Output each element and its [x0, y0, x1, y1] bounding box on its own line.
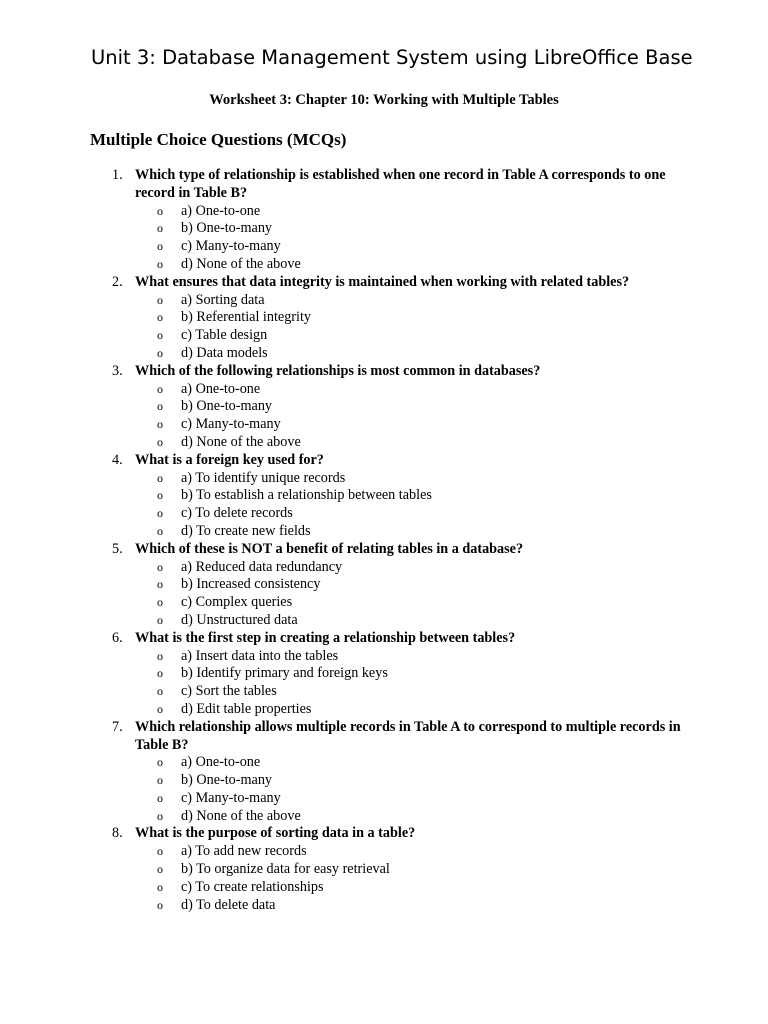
- circle-bullet-icon: o: [157, 417, 163, 432]
- option-item: [0, 505, 768, 523]
- question-text: What ensures that data integrity is maintained when working with related tables?: [135, 273, 630, 290]
- option-item: [0, 523, 768, 541]
- circle-bullet-icon: o: [157, 844, 163, 859]
- option-text: d) None of the above: [181, 807, 301, 824]
- circle-bullet-icon: o: [157, 292, 163, 307]
- option-item: [0, 416, 768, 434]
- circle-bullet-icon: o: [157, 773, 163, 788]
- circle-bullet-icon: o: [157, 523, 163, 538]
- option-item: [0, 843, 768, 861]
- question-text: Which relationship allows multiple records in Table A to correspond to multiple records in Table B?: [135, 718, 681, 753]
- question-number: 8.: [112, 825, 123, 842]
- option-text: a) One-to-one: [181, 380, 261, 397]
- option-item: [0, 772, 768, 790]
- option-item: [0, 381, 768, 399]
- option-item: [0, 203, 768, 221]
- circle-bullet-icon: o: [157, 399, 163, 414]
- option-text: d) None of the above: [181, 433, 301, 450]
- circle-bullet-icon: o: [157, 701, 163, 716]
- option-item: [0, 559, 768, 577]
- circle-bullet-icon: o: [157, 239, 163, 254]
- option-list: [0, 559, 768, 630]
- option-item: [0, 754, 768, 772]
- option-item: [0, 790, 768, 808]
- option-text: d) Data models: [181, 344, 268, 361]
- question-item: [0, 630, 768, 719]
- question-text: What is a foreign key used for?: [135, 451, 324, 468]
- option-text: d) Edit table properties: [181, 700, 312, 717]
- question-text: What is the purpose of sorting data in a table?: [135, 825, 416, 842]
- circle-bullet-icon: o: [157, 310, 163, 325]
- question-text: Which of these is NOT a benefit of relating tables in a database?: [135, 540, 524, 557]
- circle-bullet-icon: o: [157, 559, 163, 574]
- option-item: [0, 487, 768, 505]
- worksheet-subtitle: Worksheet 3: Chapter 10: Working with Multiple Tables: [209, 92, 559, 108]
- circle-bullet-icon: o: [157, 595, 163, 610]
- option-text: b) Referential integrity: [181, 309, 312, 326]
- circle-bullet-icon: o: [157, 879, 163, 894]
- option-text: c) Table design: [181, 327, 268, 344]
- option-text: b) To establish a relationship between tables: [181, 487, 432, 504]
- option-text: a) Insert data into the tables: [181, 647, 339, 664]
- option-text: c) Many-to-many: [181, 789, 281, 806]
- circle-bullet-icon: o: [157, 381, 163, 396]
- option-text: c) Complex queries: [181, 594, 293, 611]
- option-item: [0, 576, 768, 594]
- question-number: 5.: [112, 540, 123, 557]
- option-list: [0, 754, 768, 825]
- circle-bullet-icon: o: [157, 666, 163, 681]
- question-item: [0, 167, 768, 274]
- option-text: a) One-to-one: [181, 754, 261, 771]
- option-item: [0, 612, 768, 630]
- question-item: [0, 274, 768, 363]
- circle-bullet-icon: o: [157, 755, 163, 770]
- circle-bullet-icon: o: [157, 506, 163, 521]
- option-list: [0, 470, 768, 541]
- option-text: b) Identify primary and foreign keys: [181, 665, 388, 682]
- option-text: c) To create relationships: [181, 878, 324, 895]
- question-item: [0, 452, 768, 541]
- option-text: c) Sort the tables: [181, 683, 277, 700]
- question-item: [0, 825, 768, 914]
- option-item: [0, 648, 768, 666]
- option-list: [0, 203, 768, 274]
- question-list: [0, 167, 768, 914]
- document-title: Unit 3: Database Management System using LibreOffice Base: [91, 46, 693, 69]
- option-item: [0, 470, 768, 488]
- option-text: a) One-to-one: [181, 202, 261, 219]
- option-item: [0, 808, 768, 826]
- question-item: [0, 363, 768, 452]
- option-text: a) To identify unique records: [181, 469, 346, 486]
- option-item: [0, 683, 768, 701]
- circle-bullet-icon: o: [157, 203, 163, 218]
- option-item: [0, 345, 768, 363]
- option-item: [0, 434, 768, 452]
- option-text: a) To add new records: [181, 843, 307, 860]
- circle-bullet-icon: o: [157, 648, 163, 663]
- option-item: [0, 220, 768, 238]
- option-text: b) One-to-many: [181, 772, 273, 789]
- circle-bullet-icon: o: [157, 808, 163, 823]
- option-list: [0, 843, 768, 914]
- circle-bullet-icon: o: [157, 221, 163, 236]
- option-text: c) Many-to-many: [181, 416, 281, 433]
- option-item: [0, 309, 768, 327]
- option-text: a) Sorting data: [181, 291, 265, 308]
- option-text: b) One-to-many: [181, 398, 273, 415]
- option-list: [0, 292, 768, 363]
- option-text: d) None of the above: [181, 255, 301, 272]
- option-item: [0, 238, 768, 256]
- option-item: [0, 398, 768, 416]
- question-text: Which type of relationship is established when one record in Table A corresponds to one record in Table B?: [135, 167, 666, 201]
- option-item: [0, 701, 768, 719]
- circle-bullet-icon: o: [157, 256, 163, 271]
- circle-bullet-icon: o: [157, 328, 163, 343]
- circle-bullet-icon: o: [157, 434, 163, 449]
- option-text: b) To organize data for easy retrieval: [181, 861, 390, 878]
- circle-bullet-icon: o: [157, 488, 163, 503]
- circle-bullet-icon: o: [157, 897, 163, 912]
- option-item: [0, 665, 768, 683]
- question-item: [0, 719, 768, 826]
- option-list: [0, 648, 768, 719]
- option-item: [0, 327, 768, 345]
- option-text: d) To delete data: [181, 896, 276, 913]
- option-text: d) Unstructured data: [181, 611, 298, 628]
- option-item: [0, 292, 768, 310]
- question-number: 6.: [112, 629, 123, 646]
- circle-bullet-icon: o: [157, 345, 163, 360]
- question-item: [0, 541, 768, 630]
- option-item: [0, 594, 768, 612]
- option-text: a) Reduced data redundancy: [181, 558, 343, 575]
- circle-bullet-icon: o: [157, 612, 163, 627]
- option-item: [0, 256, 768, 274]
- option-list: [0, 381, 768, 452]
- option-item: [0, 879, 768, 897]
- circle-bullet-icon: o: [157, 790, 163, 805]
- question-number: 4.: [112, 451, 123, 468]
- option-text: d) To create new fields: [181, 522, 311, 539]
- option-item: [0, 897, 768, 915]
- question-text: What is the first step in creating a relationship between tables?: [135, 629, 516, 646]
- question-number: 3.: [112, 362, 123, 379]
- option-text: b) Increased consistency: [181, 576, 321, 593]
- question-number: 2.: [112, 273, 123, 290]
- option-text: b) One-to-many: [181, 220, 273, 237]
- circle-bullet-icon: o: [157, 862, 163, 877]
- circle-bullet-icon: o: [157, 577, 163, 592]
- circle-bullet-icon: o: [157, 684, 163, 699]
- question-number: 7.: [112, 718, 123, 735]
- option-text: c) Many-to-many: [181, 238, 281, 255]
- option-text: c) To delete records: [181, 505, 293, 522]
- section-heading: Multiple Choice Questions (MCQs): [90, 130, 347, 149]
- circle-bullet-icon: o: [157, 470, 163, 485]
- option-item: [0, 861, 768, 879]
- question-text: Which of the following relationships is most common in databases?: [135, 362, 541, 379]
- question-number: 1.: [112, 167, 123, 183]
